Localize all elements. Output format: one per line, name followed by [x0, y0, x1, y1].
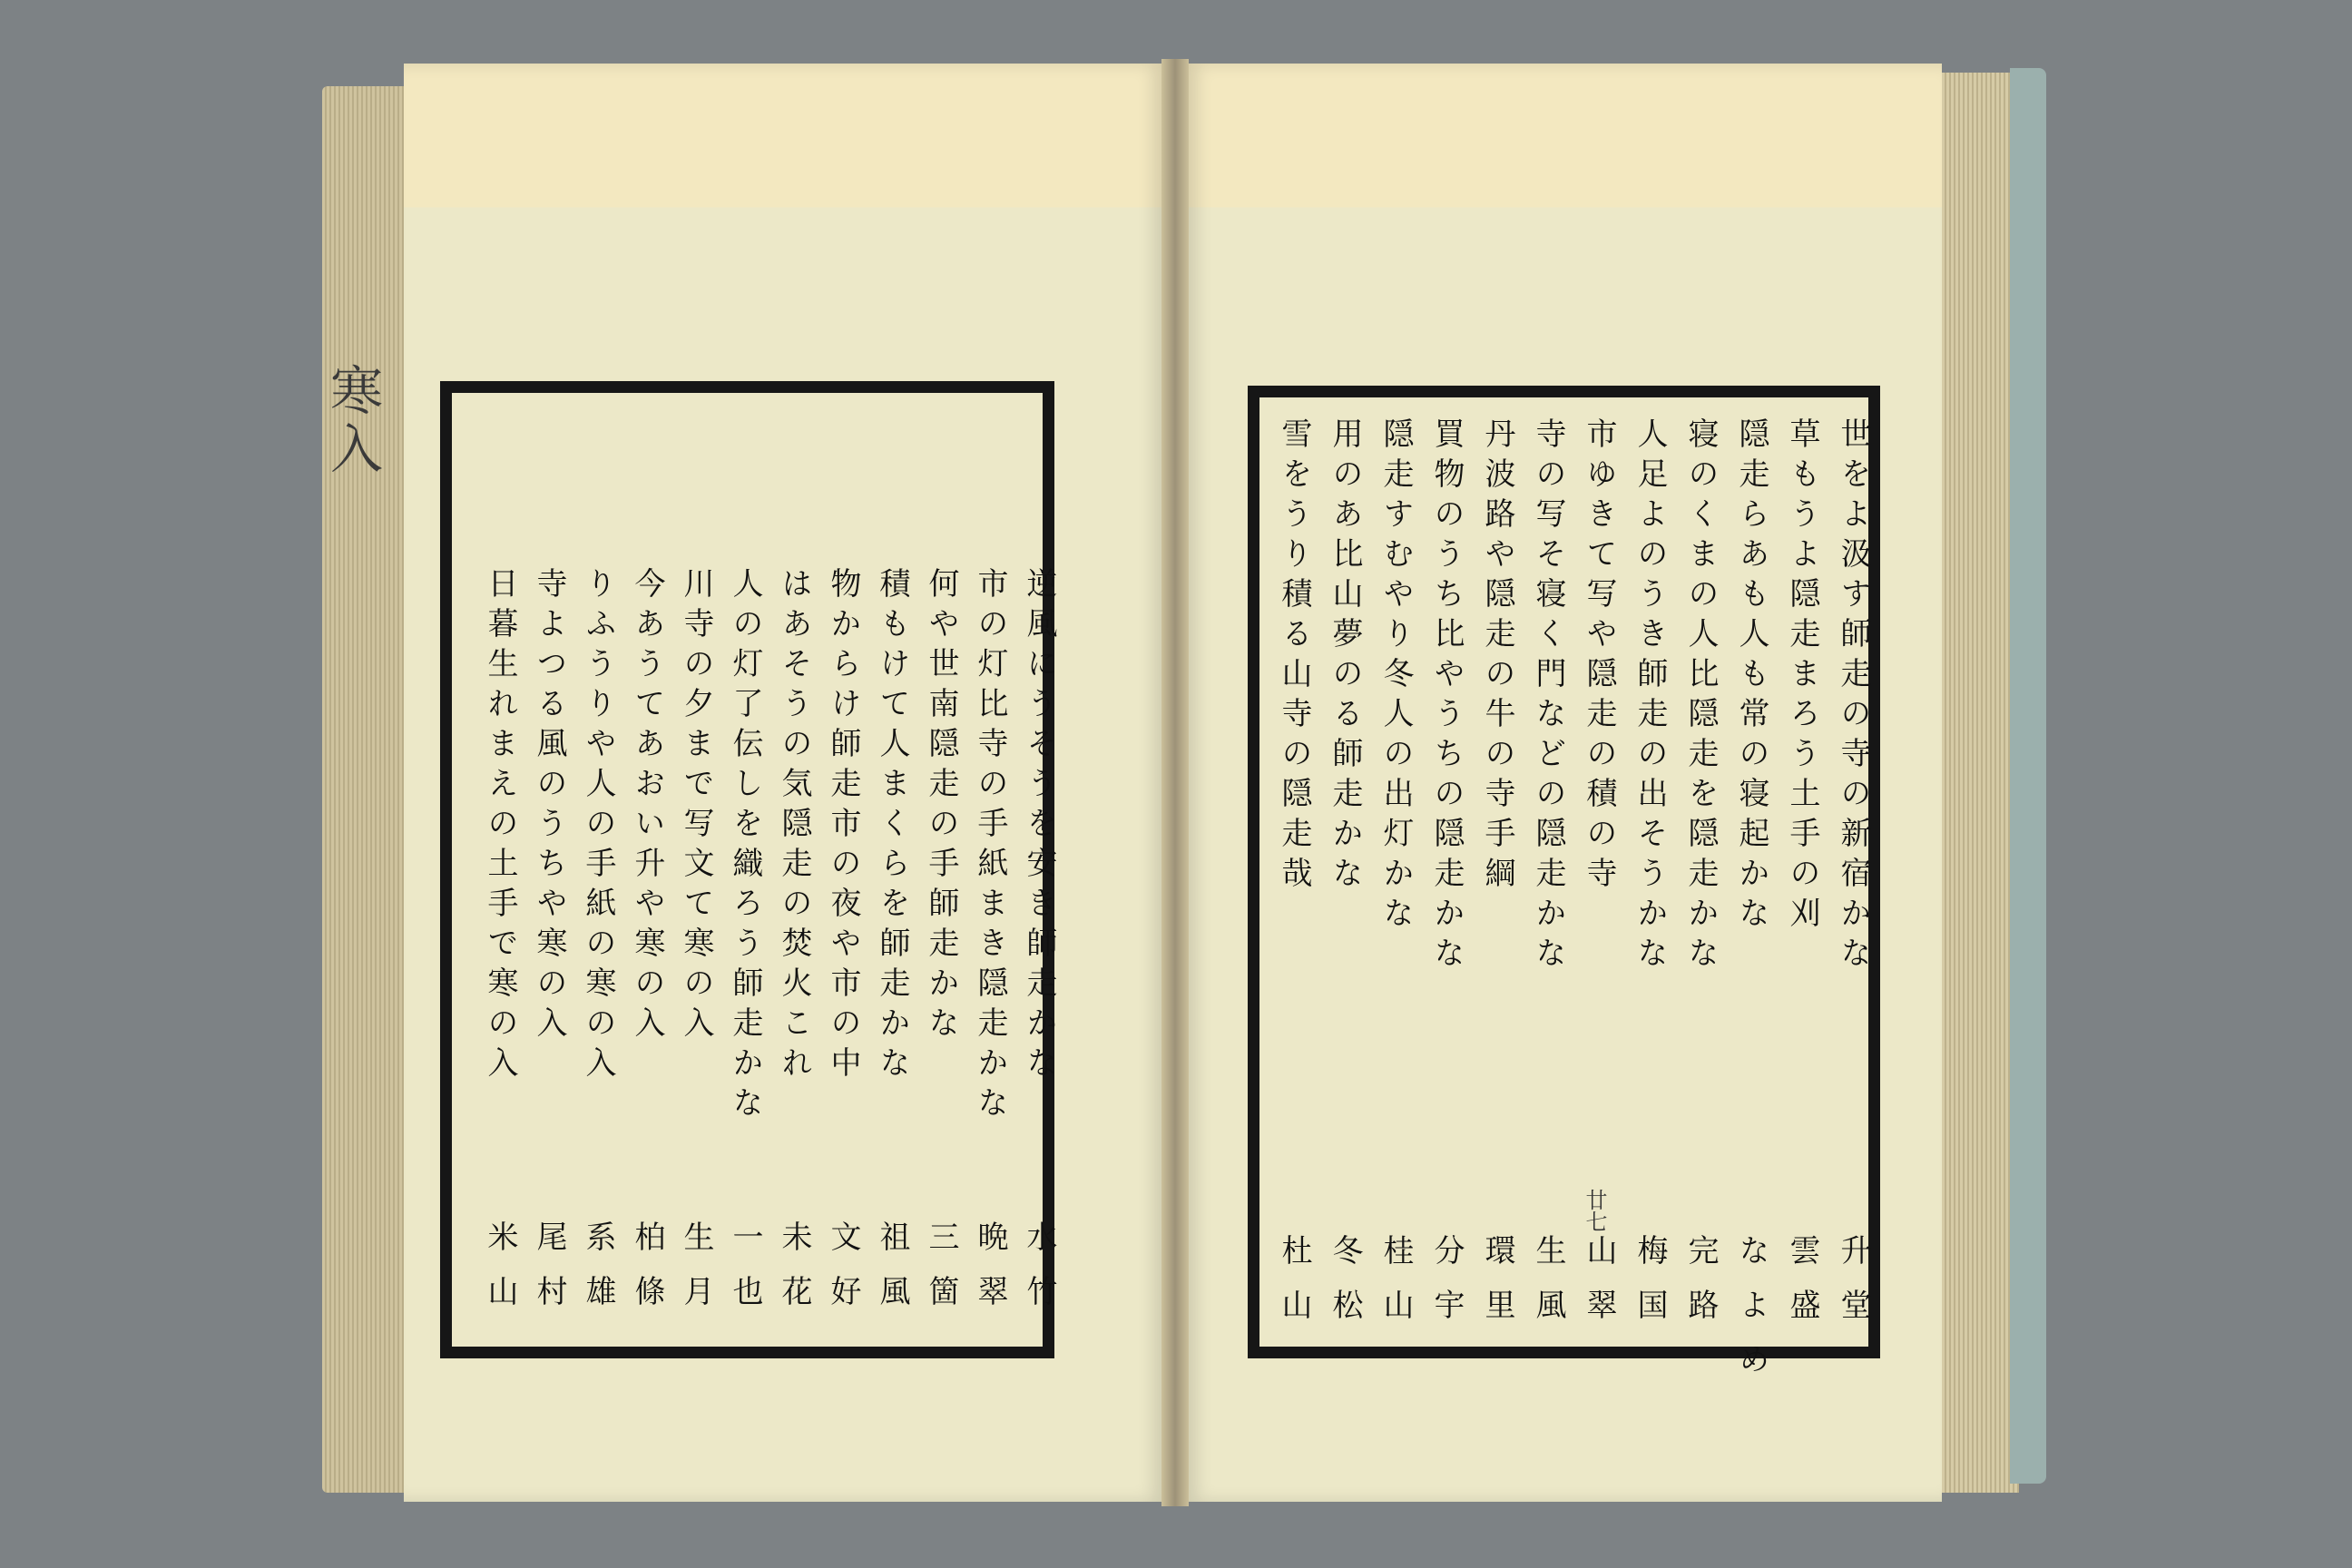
poet-name: 環里	[1479, 1234, 1515, 1343]
poet-name: 柏條	[629, 1220, 665, 1329]
verse-line: 買物のうち比やうちの隠走かな	[1428, 417, 1465, 976]
verse-line: はあそうの気隠走の焚火これ	[776, 567, 812, 1086]
poet-name: 完路	[1682, 1234, 1719, 1343]
poet-name: 雲盛	[1784, 1234, 1820, 1343]
poet-name: 冬松	[1327, 1234, 1363, 1343]
verse-line: りふうりや人の手紙の寒の入	[580, 567, 616, 1086]
verse-line: 何や世南隠走の手師走かな	[923, 567, 959, 1046]
verse-line: 寝のくまの人比隠走を隠走かな	[1682, 417, 1719, 976]
verse-line: 物からけ師走市の夜や市の中	[825, 567, 861, 1086]
poet-name: 水竹	[1021, 1220, 1057, 1329]
poet-name: 梅国	[1632, 1234, 1668, 1343]
verse-line: 市ゆきて写や隠走の積の寺	[1581, 417, 1617, 897]
verse-line: 隠走らあも人も常の寝起かな	[1733, 417, 1769, 936]
verse-line: 人足よのうき師走の出そうかな	[1632, 417, 1668, 976]
poet-name: 系雄	[580, 1220, 616, 1329]
poet-name: 桂山	[1377, 1234, 1414, 1343]
page-number: 廿七	[1582, 1189, 1607, 1232]
poet-name: なよめ	[1733, 1234, 1769, 1397]
verse-line: 逆風にうそうを安き師走かな	[1021, 567, 1057, 1086]
poet-name: 米山	[482, 1220, 518, 1329]
poet-name: 未花	[776, 1220, 812, 1329]
verse-line: 川寺の夕まで写文て寒の入	[678, 567, 714, 1046]
poet-name: 分宇	[1428, 1234, 1465, 1343]
verse-line: 今あうてあおい升や寒の入	[629, 567, 665, 1046]
poet-name: 文好	[825, 1220, 861, 1329]
poet-name: 杜山	[1276, 1234, 1312, 1343]
poet-name: 祖風	[874, 1220, 910, 1329]
left-page-edges	[322, 86, 413, 1493]
poet-name: 尾村	[531, 1220, 567, 1329]
verse-line: 雪をうり積る山寺の隠走哉	[1276, 417, 1312, 897]
verse-line: 日暮生れまえの土手で寒の入	[482, 567, 518, 1086]
verse-line: 丹波路や隠走の牛の寺手綱	[1479, 417, 1515, 897]
poet-name: 三箇	[923, 1220, 959, 1329]
verse-line: 寺の写そ寝く門などの隠走かな	[1530, 417, 1566, 976]
right-page-edges	[1937, 73, 2019, 1493]
poet-name: 一也	[727, 1220, 763, 1329]
verse-line: 積もけて人まくらを師走かな	[874, 567, 910, 1086]
poet-name: 升堂	[1835, 1234, 1871, 1343]
verse-line: 人の灯了伝しを織ろう師走かな	[727, 567, 763, 1126]
verse-line: 市の灯比寺の手紙まき隠走かな	[972, 567, 1008, 1126]
poet-name: 山翠	[1581, 1234, 1617, 1343]
book-cover	[2010, 68, 2046, 1484]
book-spine	[1161, 59, 1189, 1506]
verse-line: 世をよ汲す師走の寺の新宿かな	[1835, 417, 1871, 976]
poet-name: 生月	[678, 1220, 714, 1329]
section-title: 寒入	[321, 363, 383, 479]
verse-line: 隠走すむやり冬人の出灯かな	[1377, 417, 1414, 936]
verse-line: 用のあ比山夢のる師走かな	[1327, 417, 1363, 897]
verse-line: 草もうよ隠走まろう土手の刈	[1784, 417, 1820, 936]
poet-name: 生風	[1530, 1234, 1566, 1343]
poet-name: 晩翠	[972, 1220, 1008, 1329]
verse-line: 寺よつる風のうちや寒の入	[531, 567, 567, 1046]
